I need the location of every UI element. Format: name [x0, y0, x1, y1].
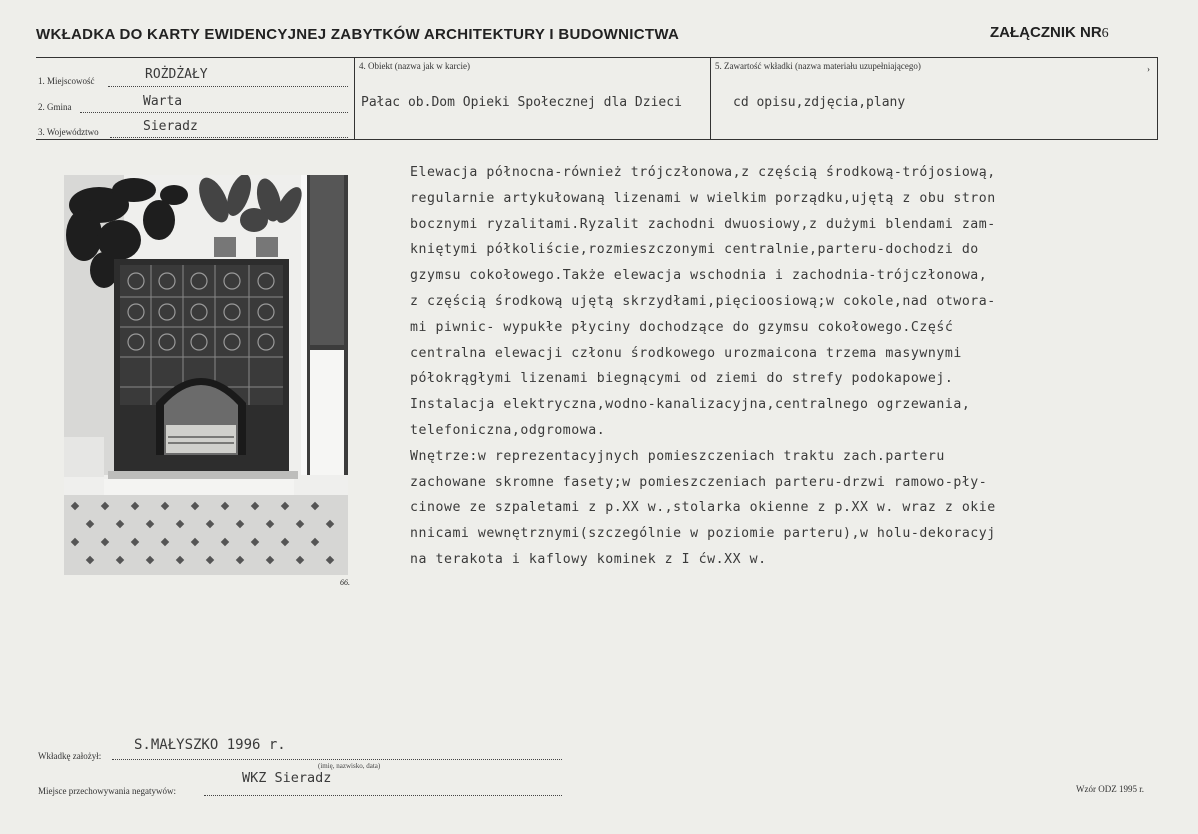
zalozyl-line [112, 759, 562, 760]
miejsce-value: WKZ Sieradz [242, 770, 332, 786]
photo-caption: 66. [340, 578, 350, 587]
gmina-field: Warta [143, 94, 183, 109]
zalozyl-value: S.MAŁYSZKO 1996 r. [134, 737, 286, 753]
description-line: regularnie artykułowaną lizenami w wielkim porządku,ujętą z obu stron [410, 190, 996, 206]
miejsce-label: Miejsce przechowywania negatywów: [38, 786, 176, 796]
miejscowosc-line [108, 86, 348, 87]
col-divider-1 [354, 57, 355, 140]
miejscowosc-field: ROŻDŻAŁY [145, 67, 208, 82]
description-line: telefoniczna,odgromowa. [410, 422, 606, 438]
annex-number-value: 6 [1101, 26, 1109, 41]
gmina-line [80, 112, 348, 113]
miejscowosc-label: 1. Miejscowość [38, 76, 95, 86]
gmina-label: 2. Gmina [38, 102, 72, 112]
description-line: z częścią środkową ujętą skrzydłami,pięcioosiową;w cokole,nad otwora- [410, 293, 996, 309]
form-version: Wzór ODZ 1995 r. [1076, 784, 1144, 794]
wojewodztwo-label: 3. Województwo [38, 127, 99, 137]
description-line: kniętymi półkoliście,rozmieszczonymi centralnie,parteru-dochodzi do [410, 242, 979, 258]
description-line: Instalacja elektryczna,wodno-kanalizacyjna,centralnego ogrzewania, [410, 397, 971, 413]
tick-mark: › [1147, 64, 1150, 74]
zawartosc-field: cd opisu,zdjęcia,plany [733, 95, 906, 110]
description-text [410, 160, 1130, 573]
description-line: Elewacja północna-również trójczłonowa,z częścią środkową-trójosiową, [410, 165, 996, 180]
miejsce-line [204, 795, 562, 796]
bottom-rule [36, 139, 1158, 140]
description-line: półokrągłymi lizenami biegnącymi od ziemi do strefy podokapowej. [410, 371, 954, 387]
col-divider-2 [710, 57, 711, 140]
description-line: na terakota i kaflowy kominek z I ćw.XX w. [410, 551, 767, 567]
obiekt-field: Pałac ob.Dom Opieki Społecznej dla Dzieci [361, 95, 682, 110]
description-line: zachowane skromne fasety;w pomieszczeniach parteru-drzwi ramowo-pły- [410, 474, 988, 490]
fireplace-photo [64, 175, 348, 575]
annex-number [990, 24, 1109, 42]
description-line: mi piwnic- wypukłe płyciny dochodzące do gzymsu cokołowego.Część [410, 319, 954, 335]
zawartosc-label: 5. Zawartość wkładki (nazwa materiału uzupełniającego) [715, 61, 921, 71]
zalozyl-hint: (imię, nazwisko, data) [318, 762, 381, 770]
annex-label: ZAŁĄCZNIK NR [990, 24, 1102, 41]
description-line: centralna elewacji członu środkowego urozmaicona trzema masywnymi [410, 345, 962, 361]
col-divider-3 [1157, 57, 1158, 140]
wojewodztwo-line [110, 137, 348, 138]
zalozyl-label: Wkładkę założył: [38, 751, 102, 761]
fireplace-illustration [64, 175, 348, 575]
description-line: gzymsu cokołowego.Także elewacja wschodnia i zachodnia-trójczłonowa, [410, 268, 988, 284]
description-line: Wnętrze:w reprezentacyjnych pomieszczeniach traktu zach.parteru [410, 448, 945, 464]
top-rule [36, 57, 1158, 58]
form-title: WKŁADKA DO KARTY EWIDENCYJNEJ ZABYTKÓW ARCHITEKTURY I BUDOWNICTWA [36, 26, 680, 43]
description-line: bocznymi ryzalitami.Ryzalit zachodni dwuosiowy,z dużymi blendami zam- [410, 216, 996, 232]
description-line: nnicami wewnętrznymi(szczególnie w poziomie parteru),w holu-dekoracyj [410, 526, 996, 542]
obiekt-label: 4. Obiekt (nazwa jak w karcie) [359, 61, 470, 71]
description-line: cinowe ze szpaletami z p.XX w.,stolarka okienne z p.XX w. wraz z okie [410, 500, 996, 516]
wojewodztwo-field: Sieradz [143, 119, 198, 134]
